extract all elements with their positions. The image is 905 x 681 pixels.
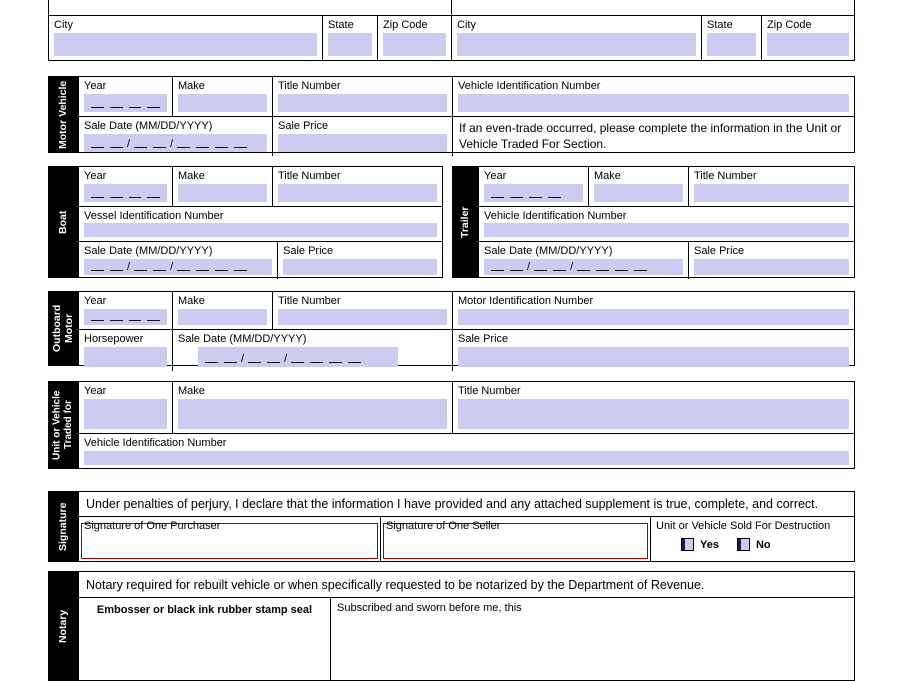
mv-title-number-input[interactable] <box>278 94 447 112</box>
trailer-sale-price-cell <box>689 242 854 279</box>
sale-price-label: Sale Price <box>283 245 334 257</box>
char-blank <box>110 188 123 198</box>
boat-year-cell <box>79 167 173 206</box>
boat-make-cell <box>173 167 273 206</box>
traded-title-number-cell <box>453 382 854 433</box>
char-blank <box>110 261 123 271</box>
address-left-partial-row <box>49 0 451 15</box>
char-blank <box>147 98 160 108</box>
sale-date-label: Sale Date (MM/DD/YYYY) <box>84 245 213 257</box>
mv-sale-date-cell <box>79 117 273 156</box>
mv-make-cell <box>173 77 273 116</box>
make-label: Make <box>594 170 621 182</box>
trailer-make-cell <box>589 167 689 206</box>
notary-section-label: Notary <box>48 571 78 681</box>
motor-vehicle-section-label: Motor Vehicle <box>48 76 78 153</box>
destruction-cell <box>651 517 854 561</box>
notary-section <box>48 571 855 681</box>
outboard-motor-grid <box>78 291 855 366</box>
date-separator: / <box>170 138 174 151</box>
char-blank <box>91 138 104 148</box>
address-right-state-cell <box>702 16 762 60</box>
om-motor-id-cell <box>453 292 854 329</box>
make-label: Make <box>178 385 205 397</box>
title-number-label: Title Number <box>694 170 757 182</box>
address-left-block <box>48 0 452 61</box>
sale-price-label: Sale Price <box>278 120 329 132</box>
char-blank <box>248 353 261 363</box>
mv-vin-input[interactable] <box>458 94 849 112</box>
destruction-no-checkbox[interactable] <box>737 538 750 551</box>
zip-input[interactable] <box>767 33 849 56</box>
char-blank <box>91 261 104 271</box>
char-blank <box>129 311 142 321</box>
even-trade-note: If an even-trade occurred, please complete the information in the Unit or Vehicle Traded For Section. <box>459 121 842 151</box>
char-blank <box>534 261 547 271</box>
vessel-id-label: Vessel Identification Number <box>84 210 224 222</box>
make-label: Make <box>178 80 205 92</box>
char-blank <box>215 261 228 271</box>
date-separator: / <box>127 261 131 273</box>
address-right-partial-row <box>452 0 854 15</box>
trailer-section <box>452 166 855 278</box>
vin-label: Vehicle Identification Number <box>84 437 227 449</box>
boat-vessel-id-input[interactable] <box>84 223 437 237</box>
char-blank <box>615 261 628 271</box>
boat-sale-date-input[interactable] <box>84 259 272 275</box>
year-label: Year <box>484 170 507 182</box>
char-blank <box>110 98 123 108</box>
trailer-make-input[interactable] <box>594 184 683 202</box>
char-blank <box>510 188 523 198</box>
char-blank <box>291 353 304 363</box>
mv-even-trade-note-cell <box>453 117 854 156</box>
trailer-sale-date-input[interactable] <box>484 259 683 275</box>
year-label: Year <box>84 80 107 92</box>
horsepower-label: Horsepower <box>84 333 144 345</box>
destruction-label: Unit or Vehicle Sold For Destruction <box>656 520 831 532</box>
char-blank <box>196 261 209 271</box>
motor-id-label: Motor Identification Number <box>458 295 594 307</box>
date-separator: / <box>527 261 531 273</box>
char-blank <box>634 261 647 271</box>
char-blank <box>91 188 104 198</box>
char-blank <box>91 311 104 321</box>
trailer-title-number-input[interactable] <box>694 184 849 202</box>
year-label: Year <box>84 295 107 307</box>
trailer-grid <box>478 166 855 278</box>
address-left-city-cell <box>49 16 323 60</box>
signature-grid <box>78 491 855 562</box>
zip-label: Zip Code <box>383 19 428 31</box>
sale-price-label: Sale Price <box>458 333 509 345</box>
title-number-label: Title Number <box>278 295 341 307</box>
make-label: Make <box>178 170 205 182</box>
char-blank <box>553 261 566 271</box>
char-blank <box>196 138 209 148</box>
purchaser-signature-cell <box>79 517 381 561</box>
boat-vessel-id-cell <box>79 207 442 241</box>
zip-label: Zip Code <box>767 19 812 31</box>
outboard-motor-section <box>48 291 855 366</box>
char-blank <box>510 261 523 271</box>
title-number-label: Title Number <box>278 80 341 92</box>
mv-make-input[interactable] <box>178 94 267 112</box>
traded-unit-grid <box>78 381 855 469</box>
char-blank <box>134 138 147 148</box>
address-left-zip-cell <box>378 16 451 60</box>
title-number-label: Title Number <box>278 170 341 182</box>
vin-label: Vehicle Identification Number <box>484 210 627 222</box>
om-motor-id-input[interactable] <box>458 309 849 325</box>
city-label: City <box>54 19 73 31</box>
seller-signature-cell <box>381 517 651 561</box>
om-horsepower-input[interactable] <box>84 347 167 367</box>
traded-vin-input[interactable] <box>84 451 849 465</box>
mv-vin-cell <box>453 77 854 116</box>
char-blank <box>110 311 123 321</box>
state-label: State <box>707 19 733 31</box>
motor-vehicle-grid <box>78 76 855 153</box>
traded-make-input[interactable] <box>178 399 447 429</box>
date-separator: / <box>284 353 288 365</box>
om-year-cell <box>79 292 173 329</box>
address-right-zip-cell <box>762 16 854 60</box>
mv-sale-price-cell <box>273 117 453 156</box>
sale-price-label: Sale Price <box>694 245 745 257</box>
sale-date-label: Sale Date (MM/DD/YYYY) <box>484 245 613 257</box>
city-label: City <box>457 19 476 31</box>
zip-input[interactable] <box>383 33 446 56</box>
embosser-seal-cell <box>79 598 331 680</box>
address-right-block <box>452 0 855 61</box>
signature-section <box>48 491 855 562</box>
year-label: Year <box>84 385 107 397</box>
embosser-seal-label: Embosser or black ink rubber stamp seal <box>96 604 313 616</box>
char-blank <box>234 138 247 148</box>
om-title-number-input[interactable] <box>278 309 447 325</box>
char-blank <box>234 261 247 271</box>
subscribed-sworn-label: Subscribed and sworn before me, this <box>337 602 522 614</box>
om-make-input[interactable] <box>178 309 267 325</box>
destruction-options <box>681 538 854 551</box>
mv-sale-date-input[interactable] <box>84 134 267 152</box>
sale-date-label: Sale Date (MM/DD/YYYY) <box>178 333 307 345</box>
trailer-year-input[interactable] <box>484 184 583 202</box>
perjury-statement: Under penalties of perjury, I declare that the information I have provided and any attached supplement is true, complete, and correct. <box>86 497 819 511</box>
char-blank <box>529 188 542 198</box>
char-blank <box>129 98 142 108</box>
motor-vehicle-section <box>48 76 855 153</box>
char-blank <box>177 261 190 271</box>
char-blank <box>310 353 323 363</box>
char-blank <box>205 353 218 363</box>
trailer-section-label: Trailer <box>452 166 478 278</box>
state-label: State <box>328 19 354 31</box>
om-title-number-cell <box>273 292 453 329</box>
notary-statement-cell <box>79 572 854 597</box>
destruction-no-label: No <box>755 538 771 551</box>
perjury-statement-cell <box>79 492 854 516</box>
mv-sale-price-input[interactable] <box>278 134 447 152</box>
date-separator: / <box>241 353 245 365</box>
boat-grid <box>78 166 443 278</box>
boat-sale-price-cell <box>278 242 442 279</box>
notary-statement: Notary required for rebuilt vehicle or when specifically requested to be notarized by the Department of Revenue. <box>86 577 705 592</box>
char-blank <box>147 311 160 321</box>
char-blank <box>224 353 237 363</box>
traded-title-number-input[interactable] <box>458 399 849 429</box>
om-sale-date-input[interactable] <box>198 347 398 367</box>
subscribed-sworn-cell <box>331 598 854 680</box>
signature-section-label: Signature <box>48 491 78 562</box>
trailer-vin-input[interactable] <box>484 223 849 237</box>
state-input[interactable] <box>707 33 756 56</box>
destruction-yes-checkbox[interactable] <box>681 538 694 551</box>
purchaser-signature-label: Signature of One Purchaser <box>84 520 221 532</box>
traded-year-input[interactable] <box>84 399 167 429</box>
char-blank <box>177 138 190 148</box>
year-label: Year <box>84 170 107 182</box>
sale-date-label: Sale Date (MM/DD/YYYY) <box>84 120 213 132</box>
boat-title-number-input[interactable] <box>278 184 437 202</box>
seller-signature-label: Signature of One Seller <box>386 520 501 532</box>
char-blank <box>153 138 166 148</box>
date-separator: / <box>170 261 174 273</box>
traded-unit-section-label: Unit or Vehicle Traded for <box>48 381 78 469</box>
char-blank <box>134 261 147 271</box>
om-make-cell <box>173 292 273 329</box>
char-blank <box>548 188 561 198</box>
boat-section <box>48 166 443 278</box>
om-year-input[interactable] <box>84 309 167 325</box>
destruction-yes-label: Yes <box>700 538 719 551</box>
boat-sale-price-input[interactable] <box>283 259 437 275</box>
trailer-title-number-cell <box>689 167 854 206</box>
char-blank <box>110 138 123 148</box>
char-blank <box>329 353 342 363</box>
boat-sale-date-cell <box>79 242 278 279</box>
city-input[interactable] <box>457 33 696 56</box>
city-input[interactable] <box>54 33 317 56</box>
char-blank <box>491 261 504 271</box>
address-section <box>48 0 855 61</box>
char-blank <box>91 98 104 108</box>
char-blank <box>153 261 166 271</box>
boat-section-label: Boat <box>48 166 78 278</box>
mv-year-cell <box>79 77 173 116</box>
om-horsepower-cell <box>79 330 173 371</box>
char-blank <box>491 188 504 198</box>
om-sale-price-cell <box>453 330 854 371</box>
char-blank <box>129 188 142 198</box>
trailer-year-cell <box>479 167 589 206</box>
om-sale-date-cell <box>173 330 453 371</box>
char-blank <box>348 353 361 363</box>
vin-label: Vehicle Identification Number <box>458 80 601 92</box>
notary-grid <box>78 571 855 681</box>
traded-vin-cell <box>79 434 854 469</box>
char-blank <box>147 188 160 198</box>
traded-make-cell <box>173 382 453 433</box>
state-input[interactable] <box>328 33 372 56</box>
outboard-motor-section-label: Outboard Motor <box>48 291 78 366</box>
make-label: Make <box>178 295 205 307</box>
trailer-sale-date-cell <box>479 242 689 279</box>
boat-make-input[interactable] <box>178 184 267 202</box>
boat-year-input[interactable] <box>84 184 167 202</box>
address-right-city-cell <box>452 16 702 60</box>
char-blank <box>577 261 590 271</box>
char-blank <box>267 353 280 363</box>
boat-title-number-cell <box>273 167 442 206</box>
date-separator: / <box>570 261 574 273</box>
mv-title-number-cell <box>273 77 453 116</box>
trailer-sale-price-input[interactable] <box>694 259 849 275</box>
om-sale-price-input[interactable] <box>458 347 849 367</box>
char-blank <box>596 261 609 271</box>
traded-unit-section <box>48 381 855 469</box>
trailer-vin-cell <box>479 207 854 241</box>
char-blank <box>215 138 228 148</box>
traded-year-cell <box>79 382 173 433</box>
date-separator: / <box>127 138 131 151</box>
mv-year-input[interactable] <box>84 94 167 112</box>
address-left-state-cell <box>323 16 378 60</box>
title-number-label: Title Number <box>458 385 521 397</box>
